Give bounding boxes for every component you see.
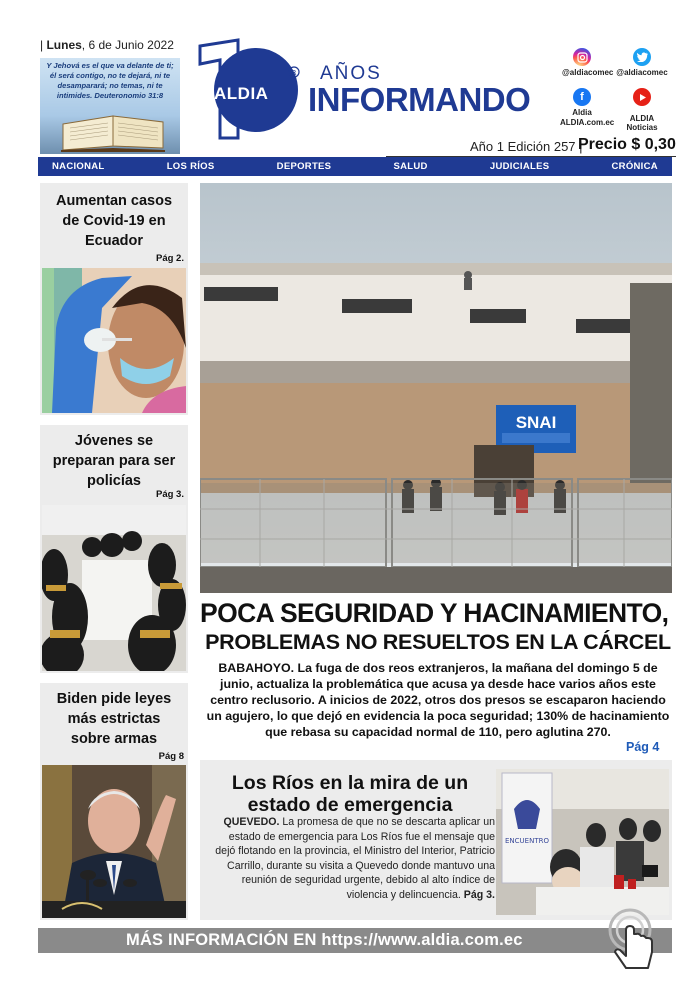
- edition-number: Año 1 Edición 257 |: [470, 139, 583, 154]
- aldia-10-anos-logo[interactable]: [198, 38, 553, 142]
- sidebar-story-title: Jóvenes se preparan para ser policías: [52, 433, 176, 489]
- svg-text:ENCUENTRO: ENCUENTRO: [505, 837, 549, 845]
- social-instagram[interactable]: [562, 48, 614, 77]
- issue-date: [40, 38, 174, 52]
- sidebar-story-police[interactable]: [40, 425, 188, 673]
- facebook-icon: f: [573, 88, 591, 106]
- instagram-icon: [573, 48, 591, 66]
- sidebar-story-page: Pág 3.: [156, 489, 184, 500]
- youtube-handle: ALDIA Noticias: [626, 114, 658, 132]
- prison-photo-graphic: [200, 183, 672, 593]
- open-bible-image: [58, 102, 168, 152]
- social-facebook[interactable]: [556, 88, 615, 128]
- bible-verse-text: Y Jehová es el que va delante de ti; él será contigo, no te dejará, ni te desamparará; no temas, ni te intimides. Deuteronomio 31:8: [46, 61, 174, 100]
- prison-photo: [200, 183, 672, 593]
- sidebar-story-biden[interactable]: [40, 683, 188, 920]
- main-story-page-link[interactable]: Pág 4: [626, 740, 660, 754]
- section-nav-bar: [38, 157, 672, 176]
- story-page: Pág 3.: [463, 888, 495, 901]
- story-dateline: QUEVEDO.: [223, 816, 280, 828]
- facebook-handle: Aldia ALDIA.com.ec: [560, 108, 615, 127]
- covid-test-photo: [42, 268, 186, 413]
- sidebar-story-title: Aumentan casos de Covid-19 en Ecuador: [55, 193, 173, 249]
- nav-judiciales[interactable]: JUDICIALES: [489, 161, 550, 172]
- nav-los-rios[interactable]: LOS RÍOS: [166, 161, 215, 172]
- twitter-icon: [633, 48, 651, 66]
- story-text: La promesa de que no se descarta aplicar un estado de emergencia para Los Ríos fue el mensaje que dejó flotando en la provincia, el Ministro del Interior, Patricio Carrillo, durante su visita a Quevedo donde mantuvo una reunión de seguridad urgente, debido al alto índice de violencia y delincuencia.: [215, 816, 495, 901]
- sidebar-story-covid[interactable]: [40, 183, 188, 415]
- twitter-handle: @aldiacomec: [616, 68, 668, 77]
- date-separator: |: [40, 38, 47, 52]
- logo-aldia: ALDIA: [214, 84, 269, 103]
- footer-bar[interactable]: [38, 928, 672, 953]
- nav-cronica[interactable]: CRÓNICA: [611, 161, 658, 172]
- logo-informando: INFORMANDO: [308, 81, 531, 118]
- main-story-body: BABAHOYO. La fuga de dos reos extranjeros, la mañana del domingo 5 de junio, actualiza la problemática que acusa ya desde hace varios años este centro reclusorio. A inicios de 2022, otros dos presos se escaparon haciendo un agujero, lo que dejó en evidencia la poca seguridad; 130% de hacinamiento que rebasa su capacidad normal de 110, pero aglutina 270.: [206, 661, 670, 739]
- date-weekday: Lunes: [46, 38, 82, 52]
- sidebar-story-title: Biden pide leyes más estrictas sobre armas: [56, 691, 172, 747]
- youtube-icon: [633, 88, 651, 106]
- footer-website-link[interactable]: MÁS INFORMACIÓN EN https://www.aldia.com.ec: [126, 931, 523, 949]
- biden-speech-photo: [42, 765, 186, 918]
- nav-salud[interactable]: SALUD: [393, 161, 428, 172]
- svg-text:R: R: [291, 69, 297, 77]
- main-subheadline[interactable]: PROBLEMAS NO RESUELTOS EN LA CÁRCEL: [205, 630, 671, 654]
- snai-sign-text: SNAI: [515, 413, 557, 432]
- nav-nacional[interactable]: NACIONAL: [52, 161, 105, 172]
- bible-verse-box: [40, 58, 180, 154]
- tap-hand-icon: [606, 906, 664, 974]
- instagram-handle: @aldiacomec: [562, 68, 614, 77]
- police-cadets-photo: [42, 505, 186, 671]
- date-rest: , 6 de Junio 2022: [81, 38, 174, 52]
- social-twitter[interactable]: [616, 48, 668, 77]
- sidebar-story-page: Pág 2.: [156, 253, 184, 264]
- social-youtube[interactable]: [614, 88, 670, 132]
- price-label: Precio $ 0,30: [578, 136, 676, 153]
- logo-anos: AÑOS: [320, 63, 382, 84]
- main-headline[interactable]: POCA SEGURIDAD Y HACINAMIENTO,: [200, 598, 669, 628]
- nav-deportes[interactable]: DEPORTES: [276, 161, 332, 172]
- story-los-rios[interactable]: [200, 760, 672, 920]
- story-los-rios-title: Los Ríos en la mira de un estado de emergencia: [231, 772, 469, 816]
- security-meeting-photo: [496, 769, 669, 915]
- sidebar-story-page: Pág 8: [158, 751, 184, 762]
- story-los-rios-body: [210, 815, 495, 902]
